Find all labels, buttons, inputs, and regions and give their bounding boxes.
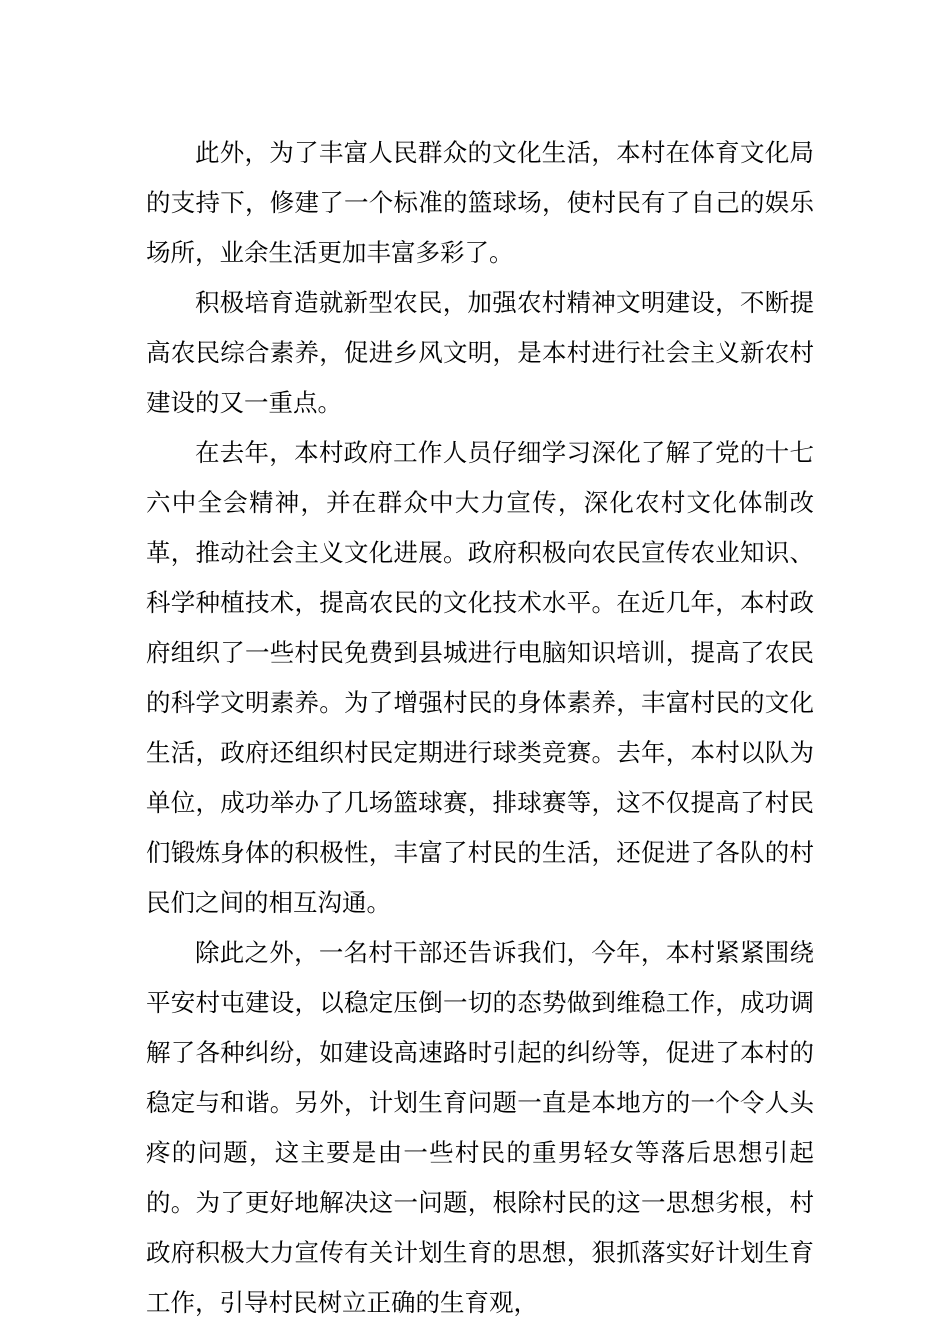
paragraph-stability-family-planning: 除此之外，一名村干部还告诉我们，今年，本村紧紧围绕平安村屯建设，以稳定压倒一切的态势做到维稳工作，成功调解了各种纠纷，如建设高速路时引起的纠纷等，促进了本村的稳定与和谐。另外，计划生育问题一直是本地方的一个令人头疼的问题，这主要是由一些村民的重男轻女等落后思想引起的。为了更好地解决这一问题，根除村民的这一思想劣根，村政府积极大力宣传有关计划生育的思想，狠抓落实好计划生育工作，引导村民树立正确的生育观，: [146, 938, 814, 1317]
document-body: [146, 128, 814, 1328]
paragraph-cultural-development: 在去年，本村政府工作人员仔细学习深化了解了党的十七六中全会精神，并在群众中大力宣传，深化农村文化体制改革，推动社会主义文化进展。政府积极向农民宣传农业知识、科学种植技术，提高农民的文化技术水平。在近几年，本村政府组织了一些村民免费到县城进行电脑知识培训，提高了农民的科学文明素养。为了增强村民的身体素养，丰富村民的文化生活，政府还组织村民定期进行球类竞赛。去年，本村以队为单位，成功举办了几场篮球赛，排球赛等，这不仅提高了村民们锻炼身体的积极性，丰富了村民的生活，还促进了各队的村民们之间的相互沟通。: [146, 438, 814, 917]
paragraph-new-farmers: 积极培育造就新型农民，加强农村精神文明建设，不断提高农民综合素养，促进乡风文明，是本村进行社会主义新农村建设的又一重点。: [146, 288, 814, 417]
paragraph-basketball-court: 此外，为了丰富人民群众的文化生活，本村在体育文化局的支持下，修建了一个标准的篮球场，使村民有了自己的娱乐场所，业余生活更加丰富多彩了。: [146, 138, 814, 267]
